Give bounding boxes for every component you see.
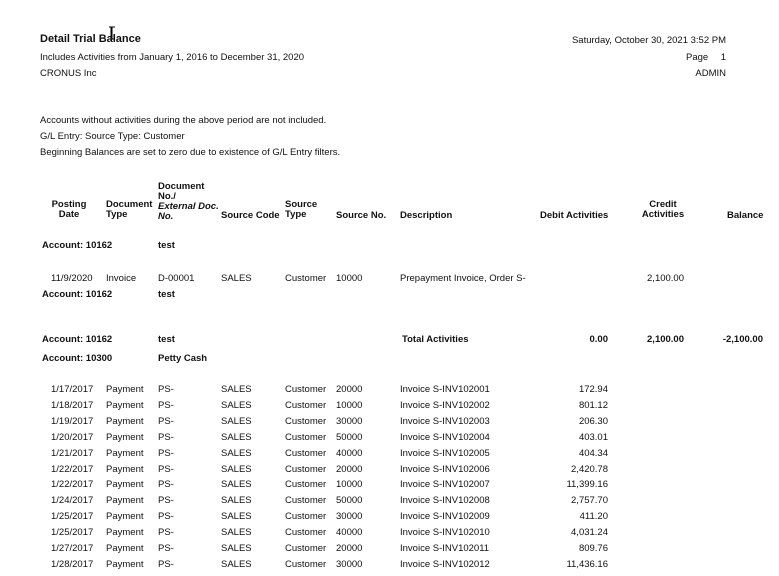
cell-sno: 50000: [336, 432, 363, 443]
cell-code: SALES: [221, 479, 252, 490]
cell-doc: PS-: [158, 543, 174, 554]
note-beginning-balance: Beginning Balances are set to zero due to existence of G/L Entry filters.: [40, 147, 341, 158]
col-header-document-type: Document Type: [106, 199, 153, 220]
cell-code: SALES: [221, 432, 252, 443]
cell-date: 1/24/2017: [51, 495, 94, 506]
cell-date: 1/20/2017: [51, 432, 94, 443]
account-name: Petty Cash: [158, 353, 208, 364]
cell-desc: Invoice S-INV102012: [400, 559, 490, 570]
cell-type: Payment: [106, 464, 144, 475]
cell-stype: Customer: [285, 400, 327, 411]
cell-date: 1/17/2017: [51, 384, 94, 395]
cell-desc: Invoice S-INV102006: [400, 464, 490, 475]
cell-debit: 2,757.70: [571, 495, 608, 506]
cell-date: 1/22/2017: [51, 479, 94, 490]
cell-code: SALES: [221, 400, 252, 411]
cell-debit: 404.34: [578, 448, 608, 459]
cell-desc: Invoice S-INV102005: [400, 448, 490, 459]
cell-doc: PS-: [158, 495, 174, 506]
cell-sno: 30000: [336, 416, 363, 427]
account-name: test: [158, 240, 175, 251]
cell-sno: 30000: [336, 559, 363, 570]
page-number: 1: [720, 52, 726, 63]
cell-sno: 40000: [336, 527, 363, 538]
cell-stype: Customer: [285, 448, 327, 459]
cell-desc: Invoice S-INV102007: [400, 479, 490, 490]
cell-desc: Invoice S-INV102008: [400, 495, 490, 506]
cell-desc: Invoice S-INV102009: [400, 511, 490, 522]
cell-sno: 30000: [336, 511, 363, 522]
cell-debit: 11,436.16: [566, 559, 608, 570]
cell-doc: PS-: [158, 559, 174, 570]
note-no-activity: Accounts without activities during the above period are not included.: [40, 115, 327, 126]
account-footer-label: Account: 10162: [42, 289, 113, 300]
cell-date: 1/27/2017: [51, 543, 94, 554]
cell-desc: Invoice S-INV102011: [400, 543, 490, 554]
cell-code: SALES: [221, 543, 252, 554]
cell-debit: 2,420.78: [571, 464, 608, 475]
cell-desc: Invoice S-INV102002: [400, 400, 490, 411]
cell-doc: PS-: [158, 416, 174, 427]
col-header-source-code: Source Code: [221, 210, 280, 221]
cell-desc: Invoice S-INV102004: [400, 432, 490, 443]
cell-date: 1/28/2017: [51, 559, 94, 570]
report-period: Includes Activities from January 1, 2016 to December 31, 2020: [40, 52, 305, 63]
cell-stype: Customer: [285, 464, 327, 475]
cell-code: SALES: [221, 495, 252, 506]
cell-doc: PS-: [158, 384, 174, 395]
cell-debit: 11,399.16: [566, 479, 608, 490]
cell-type: Payment: [106, 400, 144, 411]
cell-code: SALES: [221, 559, 252, 570]
cell-debit: 206.30: [578, 416, 608, 427]
cell-type: Payment: [106, 448, 144, 459]
cell-type: Payment: [106, 559, 144, 570]
cell-stype: Customer: [285, 511, 327, 522]
cell-debit: 4,031.24: [571, 527, 608, 538]
cell-doc: PS-: [158, 527, 174, 538]
col-header-description: Description: [400, 210, 453, 221]
cell-sno: 20000: [336, 543, 363, 554]
account-heading: Account: 10162: [42, 240, 113, 251]
cell-stype: Customer: [285, 416, 327, 427]
cell-sno: 40000: [336, 448, 363, 459]
cell-desc: Invoice S-INV102010: [400, 527, 490, 538]
page-label: Page: [686, 52, 709, 63]
cell-type: Payment: [106, 543, 144, 554]
cell-code: SALES: [221, 511, 252, 522]
col-header-posting-date: Posting Date: [51, 199, 87, 220]
cell-sno: 20000: [336, 384, 363, 395]
cell-doc: PS-: [158, 464, 174, 475]
cell-sno: 10000: [336, 400, 363, 411]
cell-date: 1/19/2017: [51, 416, 94, 427]
cell-desc: Invoice S-INV102001: [400, 384, 490, 395]
cell-stype: Customer: [285, 432, 327, 443]
cell-code: SALES: [221, 527, 252, 538]
cell-code: SALES: [221, 464, 252, 475]
cell-sno: 50000: [336, 495, 363, 506]
cell-doc: PS-: [158, 511, 174, 522]
col-header-debit: Debit Activities: [540, 210, 609, 221]
user-name: ADMIN: [695, 68, 726, 79]
cell-type: Payment: [106, 527, 144, 538]
report-datetime: Saturday, October 30, 2021 3:52 PM: [571, 35, 726, 46]
cell-debit: 403.01: [578, 432, 608, 443]
cell-stype: Customer: [285, 543, 327, 554]
account-heading: Account: 10300: [42, 353, 113, 364]
cell-sno: 20000: [336, 464, 363, 475]
cell-code: SALES: [221, 416, 252, 427]
cell-stype: Customer: [285, 479, 327, 490]
cell-debit: 411.20: [579, 511, 608, 522]
cell-code: SALES: [221, 448, 252, 459]
cell-date: 1/22/2017: [51, 464, 94, 475]
cell-date: 1/25/2017: [51, 527, 94, 538]
col-header-document-no: Document No./ External Doc. No.: [158, 181, 219, 222]
cell-debit: 809.76: [578, 543, 608, 554]
report-title: Detail Trial Balance: [40, 33, 141, 45]
col-header-source-no: Source No.: [336, 210, 387, 221]
cell-doc: PS-: [158, 432, 174, 443]
cell-doc: PS-: [158, 400, 174, 411]
account-footer-name: test: [158, 289, 175, 300]
cell-stype: Customer: [285, 559, 327, 570]
cell-sno: 10000: [336, 479, 363, 490]
cell-stype: Customer: [285, 384, 327, 395]
cell-date: 1/18/2017: [51, 400, 94, 411]
cell-doc: PS-: [158, 448, 174, 459]
cell-type: Payment: [106, 432, 144, 443]
cell-type: Payment: [106, 384, 144, 395]
col-header-credit: Credit Activities: [641, 199, 685, 220]
cell-date: 1/21/2017: [51, 448, 94, 459]
note-source-type: G/L Entry: Source Type: Customer: [40, 131, 185, 142]
company-name: CRONUS Inc: [40, 68, 97, 79]
cell-type: Payment: [106, 416, 144, 427]
cell-date: 1/25/2017: [51, 511, 94, 522]
col-header-source-type: Source Type: [285, 199, 318, 220]
cell-type: Payment: [106, 495, 144, 506]
cell-code: SALES: [221, 384, 252, 395]
cell-doc: PS-: [158, 479, 174, 490]
col-header-balance: Balance: [727, 210, 764, 221]
cell-type: Payment: [106, 511, 144, 522]
cell-stype: Customer: [285, 527, 327, 538]
cell-debit: 801.12: [578, 400, 608, 411]
cell-type: Payment: [106, 479, 144, 490]
cell-debit: 172.94: [578, 384, 608, 395]
cell-desc: Invoice S-INV102003: [400, 416, 490, 427]
cell-stype: Customer: [285, 495, 327, 506]
